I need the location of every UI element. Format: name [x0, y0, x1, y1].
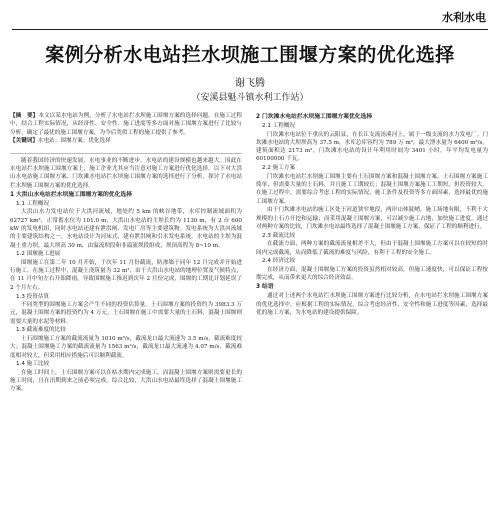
body-paragraph: 通过对上述两个水电站拦水坝施工围堰方案进行比较分析，在水电站拦水坝施工围堰方案的优化选择中，应根据工程的实际情况，综合考虑经济性、安全性和施工进度等因素，选择最优的施工方案，为水电站的建设提供保障。: [256, 293, 488, 317]
header-rule: [12, 29, 488, 30]
section-heading: 2.3 截流比较: [262, 232, 296, 239]
body-paragraph: 门坎滩水电站拦水坝施工围堰主要有土石围堰方案和混凝土围堰方案。土石围堰方案施工简单，但需要大量的土石料，并且施工工期较长；混凝土围堰方案施工工期短，但投资较大。在施工过程中，需要综合考虑工程的实际情况、施工条件及投资等多方面因素，选择最优的施工围堰方案。: [256, 173, 488, 205]
keywords: [10, 137, 242, 145]
section-heading: 2.4 经济比较: [262, 258, 296, 265]
page-header: [0, 0, 500, 30]
section-heading: 2.1 工程概况: [262, 123, 296, 129]
section-heading: 1 大洪山水电站拦水坝施工围堰方案的优化选择: [10, 191, 132, 198]
body-paragraph: 门坎滩水电站位于重庆的云阳县，在长江支流汤溪河上，属于一级支流的水力发电厂。门坎滩水电站的大坝坝高为 37.5 m，水库总库容约为 789 万 m³，最大泄水量为 6400 m³/s。建筑面积达 2173 m²，门坎滩水电站的设计年利用时间为 3401 小时，年平均发电量为 60100000 千瓦。: [256, 131, 488, 163]
body-paragraph: 在经济方面，混凝土围堰施工方案的投资虽然相对较高，但施工速度快，可以保证工程按期完成，从而带来更大的综合经济效益。: [256, 266, 488, 282]
body-paragraph: 随着我国经济的快速发展，水电事业的不断进步，水电站的建设规模也越来越大。因此在水电站拦水坝施工围堰方案上，施工企业尤其应当注意对施工方案进行优化选择，以下对大洪山水电站施工围堰方案、门坎滩水电站拦水坝施工围堰方案的选择进行了分析，探讨了水电站拦水坝施工围堰方案的优化选择。: [10, 157, 242, 189]
body-paragraph: 围堰施工在第二年 10 月开始，于次年 11 月份截流，防渗墙于同年 12 月完成并开始进行施工。在施工过程中，混凝土浇筑量为 32 m²，由于大洪山水电站的地理位置及气候特点，在 11 月中旬左右开始降雨，导致围堰施工推迟到次年 2 月份完成，围堰的工期比计划延误了 2 个月左右。: [10, 259, 242, 291]
left-column: [10, 112, 242, 526]
body-paragraph: 土石围堰施工方案的截流流量为 1010 m³/s，截流龙口最大流速为 3.5 m/s，截流难度较大；混凝土围堰施工方案的截流流量为 1563 m³/s，截流龙口最大流速为 4.07 m/s，截流难度相对较大，但采用相应措施后可以顺利截流。: [10, 335, 242, 359]
keywords-text: 水电站；围堰方案；优化选择: [37, 138, 111, 145]
section-heading: 1.2 围堰施工进展: [16, 251, 61, 258]
author-name: 谢飞腾: [235, 78, 265, 89]
abstract-label: 【摘 要】: [10, 113, 39, 119]
body-paragraph: 由于门坎滩水电站的施工区处于河道狭窄地段，两岸山体陡峭，施工场地有限，不利于大规模的土石方开挖和运输；而采用混凝土围堰方案，可以减少施工占地，加快施工进度。通过对两种方案的比较，门坎滩水电站最终选择了混凝土围堰施工方案，保证了工程的顺利进行。: [256, 207, 488, 230]
author-affiliation: （安溪县魁斗镇水利工作站）: [191, 93, 309, 103]
body-paragraph: 大洪山水力发电站位于大洪河流域，地处约 5 km 的峡谷地带，水库控制流域面积为 62727 km²，正常蓄水位为 101.0 m，大洪山水电站的主坝长约为 1130 m，有 2 台 600 kW 的发电机组，同时水电站还建有泄洪闸、发电厂房等主要建筑物。发电系统为大洪河流域的主要建筑结构之一，水电站设计为河床式，建有泄洪闸和引水发电系统。水电站的主坝为混凝土重力坝，最大坝高 30 m，由溢流坝段和非溢流坝段组成，坝顶高程为 8~10 m。: [10, 209, 242, 249]
abstract-block: [10, 112, 242, 154]
body-paragraph: 不同类型的围堰施工方案会产生不同的投资估算量。土石围堰方案的投资约为 3983.3 万元，混凝土围堰方案的投资约为 4 万元。土石围堰在施工中需要大量的土石料，混凝土围堰则需要大量的水泥等材料。: [10, 302, 242, 325]
keywords-label: 【关键词】: [10, 138, 38, 145]
left-body: [10, 157, 242, 394]
body-paragraph: 在截流方面，两种方案的截流流量相差不大，但由于混凝土围堰施工方案可以在较短的时间内完成截流，从而降低了截流的难度与风险，有利于工程的安全施工。: [256, 241, 488, 256]
right-body: [256, 113, 488, 317]
section-heading: 2 门坎滩水电站拦水坝施工围堰方案优化选择: [256, 114, 373, 120]
section-heading: 2.2 施工方案: [262, 165, 296, 172]
section-heading: 3 结语: [256, 284, 274, 291]
body-paragraph: 在施工时间上，土石围堰方案可以在枯水期内完成施工，而混凝土围堰方案则需要更长的施工时间，且在汛期到来之前必须完成。综合比较，大洪山水电站最终选择了混凝土围堰施工方案。: [10, 369, 242, 393]
abstract-text: 本文以某水电站为例，分析了水电站拦水坝施工围堰方案的选择问题。在施工过程中，结合工程实际情况，从经济性、安全性、施工进度等多方面对施工围堰方案进行了比较与分析，确定了最优的施工围堰方案，为今后类似工程的施工提供了参考。: [10, 113, 242, 136]
right-column: [256, 112, 488, 526]
section-tag: 水利水电: [442, 11, 486, 24]
section-heading: 1.3 截流难度的比较: [16, 327, 66, 334]
article-title: 案例分析水电站拦水坝施工围堰方案的优化选择: [45, 44, 455, 66]
section-heading: 1.3 投资估算: [16, 293, 50, 300]
section-heading: 1.1 工程概况: [16, 200, 50, 207]
abstract: [10, 112, 242, 137]
section-heading: 1.4 施工比较: [16, 361, 50, 368]
